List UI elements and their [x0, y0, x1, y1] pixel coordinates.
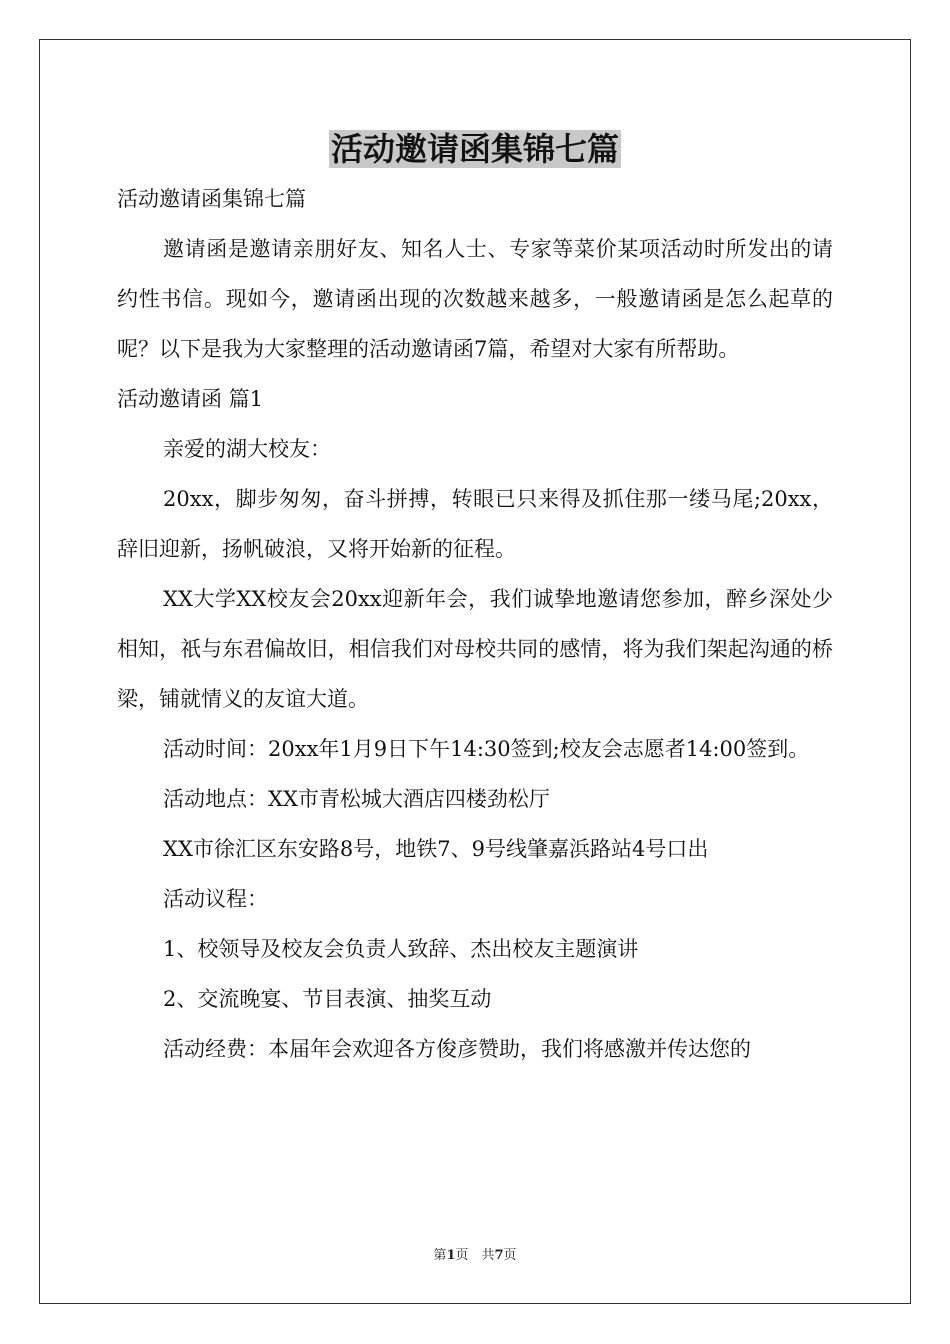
event-location: 活动地点：XX市青松城大酒店四楼劲松厅 — [163, 787, 550, 811]
document-body — [117, 174, 833, 1074]
page-total: 7 — [494, 1248, 504, 1263]
document-title — [0, 127, 950, 171]
document-title-text: 活动邀请函集锦七篇 — [330, 130, 619, 168]
event-funding: 活动经费：本届年会欢迎各方俊彦赞助，我们将感激并传达您的 — [163, 1037, 751, 1061]
page-current: 1 — [446, 1248, 456, 1263]
page-prefix: 第 — [433, 1248, 447, 1263]
section-heading: 活动邀请函 篇1 — [117, 387, 264, 411]
page-mid: 页 共 — [455, 1248, 495, 1263]
page-suffix: 页 — [503, 1248, 517, 1263]
page-footer — [0, 1247, 950, 1265]
intro-paragraph: 邀请函是邀请亲朋好友、知名人士、专家等菜价某项活动时所发出的请约性书信。现如今，邀请函出现的次数越来越多，一般邀请函是怎么起草的呢？以下是我为大家整理的活动邀请函7篇，希望对大家有所帮助。 — [117, 237, 833, 361]
salutation: 亲爱的湖大校友： — [163, 437, 331, 461]
subtitle-line: 活动邀请函集锦七篇 — [117, 187, 306, 211]
agenda-item: 2、交流晚宴、节目表演、抽奖互动 — [163, 987, 492, 1011]
body-paragraph: XX大学XX校友会20xx迎新年会，我们诚挚地邀请您参加，醉乡深处少相知，祇与东君偏故旧，相信我们对母校共同的感情，将为我们架起沟通的桥梁，铺就情义的友谊大道。 — [117, 587, 833, 711]
event-time: 活动时间：20xx年1月9日下午14:30签到;校友会志愿者14:00签到。 — [163, 737, 810, 761]
event-address: XX市徐汇区东安路8号，地铁7、9号线肇嘉浜路站4号口出 — [163, 837, 709, 861]
agenda-item: 1、校领导及校友会负责人致辞、杰出校友主题演讲 — [163, 937, 639, 961]
agenda-heading: 活动议程： — [163, 887, 268, 911]
body-paragraph: 20xx，脚步匆匆，奋斗拼搏，转眼已只来得及抓住那一缕马尾;20xx，辞旧迎新，扬帆破浪，又将开始新的征程。 — [117, 487, 833, 561]
